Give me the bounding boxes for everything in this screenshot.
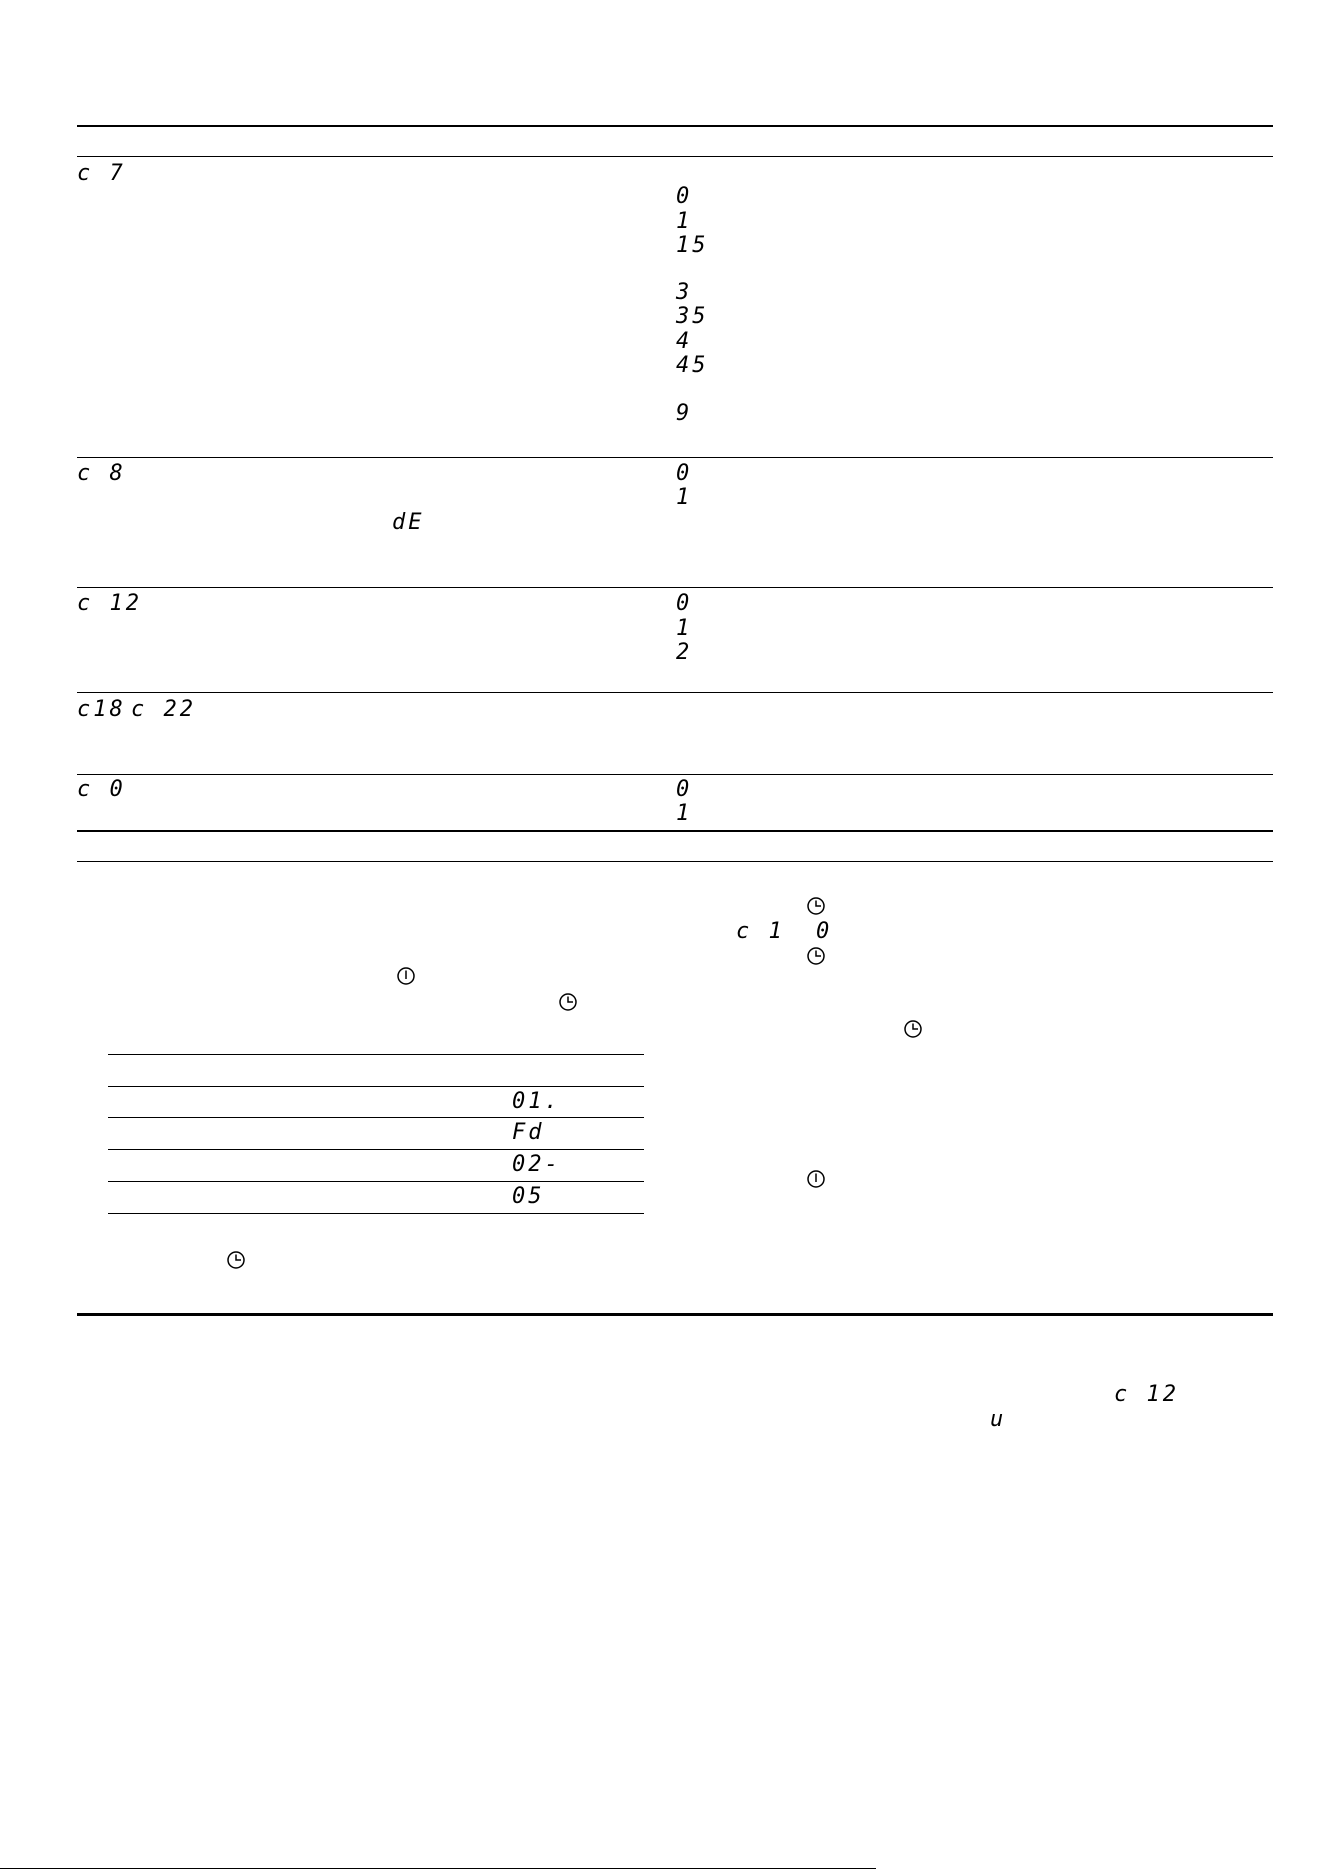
subtable-top-rule <box>108 1054 644 1055</box>
setting-value: 0 <box>676 777 693 802</box>
setting-value: 2 <box>676 640 693 665</box>
inline-display-code: dE <box>392 510 425 535</box>
section-divider <box>77 861 1273 862</box>
setting-code: c 12 <box>77 591 142 616</box>
timer-icon <box>558 992 578 1012</box>
timer-icon <box>226 1250 246 1270</box>
setting-value: 45 <box>676 353 709 378</box>
row-divider <box>77 774 1273 775</box>
display-symbol: u <box>990 1407 1007 1432</box>
setting-value: 3 <box>676 280 693 305</box>
setting-value: 1 <box>676 209 693 234</box>
footer-rule <box>0 1868 876 1869</box>
power-icon <box>396 966 416 986</box>
table-header-rule <box>77 156 1273 157</box>
table-bottom-rule <box>77 830 1273 832</box>
setting-value: 0 <box>676 591 693 616</box>
setting-value: 1 <box>676 801 693 826</box>
subtable-header-rule <box>108 1086 644 1087</box>
setting-value: 15 <box>676 233 709 258</box>
setting-code: c 1 <box>736 919 785 944</box>
product-code-value: 01. <box>512 1089 561 1114</box>
setting-code: c 7 <box>77 161 126 186</box>
section-heavy-rule <box>77 1313 1273 1316</box>
row-divider <box>108 1117 644 1118</box>
timer-icon <box>806 946 826 966</box>
timer-icon <box>903 1019 923 1039</box>
setting-value: 9 <box>676 401 693 426</box>
product-code-value: 02- <box>512 1152 561 1177</box>
row-divider <box>108 1181 644 1182</box>
timer-icon <box>806 896 826 916</box>
row-divider <box>77 692 1273 693</box>
row-divider <box>108 1149 644 1150</box>
setting-value: 35 <box>676 304 709 329</box>
setting-value: 0 <box>676 461 693 486</box>
setting-code: c18 <box>77 697 126 722</box>
power-icon <box>806 1169 826 1189</box>
setting-value: 0 <box>676 184 693 209</box>
table-top-rule <box>77 125 1273 127</box>
setting-value: 1 <box>676 616 693 641</box>
setting-code: c 22 <box>131 697 196 722</box>
row-divider <box>77 457 1273 458</box>
setting-code: c 12 <box>1114 1382 1179 1407</box>
row-divider <box>77 587 1273 588</box>
setting-code: c 8 <box>77 461 126 486</box>
setting-value: 0 <box>816 919 833 944</box>
setting-code: c 0 <box>77 777 126 802</box>
subtable-bottom-rule <box>108 1213 644 1214</box>
setting-value: 1 <box>676 485 693 510</box>
setting-value: 4 <box>676 329 693 354</box>
product-code-value: Fd <box>512 1120 545 1145</box>
product-code-value: 05 <box>512 1184 545 1209</box>
